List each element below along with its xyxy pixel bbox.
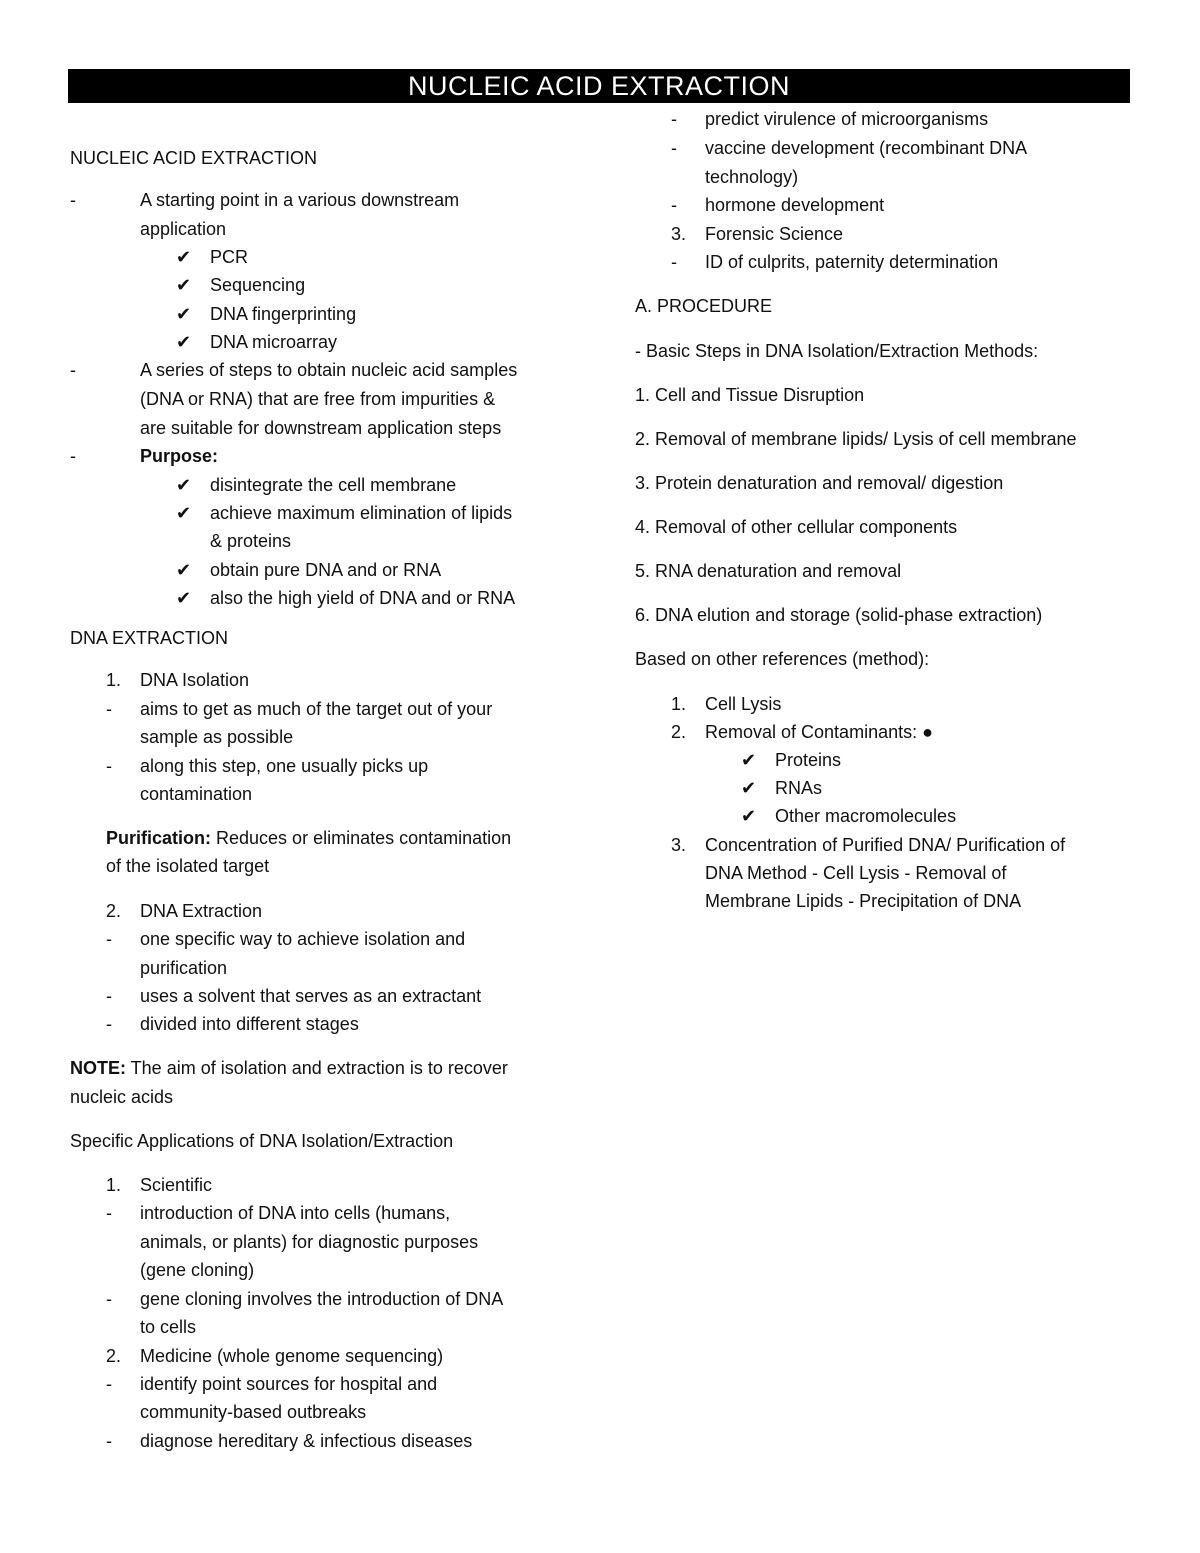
basic-steps-heading: - Basic Steps in DNA Isolation/Extraction Methods: xyxy=(635,341,1039,361)
checkmark-icon: ✔ xyxy=(176,247,192,267)
list-title: Medicine (whole genome sequencing) xyxy=(140,1346,444,1366)
bullet-text: purification xyxy=(140,958,228,978)
bullet-text: to cells xyxy=(140,1317,197,1337)
bullet-dash: - xyxy=(106,986,112,1006)
bullet-dash: - xyxy=(106,1014,112,1034)
note-text: The aim of isolation and extraction is to recover xyxy=(126,1058,508,1078)
procedure-step: 2. Removal of membrane lipids/ Lysis of cell membrane xyxy=(635,429,1077,449)
application-item: DNA microarray xyxy=(210,332,338,352)
application-item: PCR xyxy=(210,247,249,267)
checkmark-icon: ✔ xyxy=(176,503,192,523)
list-title: Forensic Science xyxy=(705,224,844,244)
list-title: DNA Extraction xyxy=(140,901,263,921)
bullet-text: divided into different stages xyxy=(140,1014,359,1034)
application-item: Sequencing xyxy=(210,275,306,295)
bullet-text: animals, or plants) for diagnostic purposes xyxy=(140,1232,479,1252)
checkmark-icon: ✔ xyxy=(176,560,192,580)
purification-paragraph xyxy=(106,826,511,850)
bullet-dash: - xyxy=(70,190,76,210)
purpose-item: disintegrate the cell membrane xyxy=(210,475,457,495)
bullet-dash: - xyxy=(106,1374,112,1394)
method-item-cont: DNA Method - Cell Lysis - Removal of xyxy=(705,863,1007,883)
bullet-text: sample as possible xyxy=(140,727,294,747)
bullet-text: community-based outbreaks xyxy=(140,1402,367,1422)
method-item-cont: Membrane Lipids - Precipitation of DNA xyxy=(705,891,1022,911)
left-column xyxy=(70,0,570,1553)
bullet-dash: - xyxy=(671,138,677,158)
bullet-text: application xyxy=(140,219,227,239)
bullet-text: uses a solvent that serves as an extractant xyxy=(140,986,482,1006)
bullet-dash: - xyxy=(106,699,112,719)
bullet-text: diagnose hereditary & infectious diseases xyxy=(140,1431,473,1451)
document-title-banner: NUCLEIC ACID EXTRACTION xyxy=(68,69,1130,103)
section-heading-dna-extraction: DNA EXTRACTION xyxy=(70,628,229,648)
purpose-item: achieve maximum elimination of lipids xyxy=(210,503,513,523)
contaminant-item: Proteins xyxy=(775,750,842,770)
list-number: 1. xyxy=(106,670,122,690)
bullet-text: identify point sources for hospital and xyxy=(140,1374,438,1394)
list-number: 3. xyxy=(671,835,687,855)
checkmark-icon: ✔ xyxy=(176,275,192,295)
purification-text-cont: of the isolated target xyxy=(106,856,270,876)
checkmark-icon: ✔ xyxy=(176,332,192,352)
bullet-dash: - xyxy=(70,360,76,380)
bullet-dash: - xyxy=(106,1431,112,1451)
bullet-dash: - xyxy=(671,109,677,129)
bullet-text: A starting point in a various downstream xyxy=(140,190,460,210)
bullet-dash: - xyxy=(106,929,112,949)
note-paragraph xyxy=(70,1056,508,1080)
procedure-step: 1. Cell and Tissue Disruption xyxy=(635,385,865,405)
bullet-dash: - xyxy=(106,1289,112,1309)
checkmark-icon: ✔ xyxy=(176,588,192,608)
bullet-dash: - xyxy=(671,195,677,215)
checkmark-icon: ✔ xyxy=(176,475,192,495)
procedure-step: 3. Protein denaturation and removal/ digestion xyxy=(635,473,1004,493)
bullet-text: (DNA or RNA) that are free from impurities & xyxy=(140,389,496,409)
contaminant-item: RNAs xyxy=(775,778,823,798)
bullet-text: A series of steps to obtain nucleic acid samples xyxy=(140,360,518,380)
list-number: 1. xyxy=(106,1175,122,1195)
purification-text: Reduces or eliminates contamination xyxy=(211,828,512,848)
bullet-text: predict virulence of microorganisms xyxy=(705,109,989,129)
list-number: 2. xyxy=(106,1346,122,1366)
bullet-text: one specific way to achieve isolation and xyxy=(140,929,466,949)
note-text-cont: nucleic acids xyxy=(70,1087,174,1107)
checkmark-icon: ✔ xyxy=(176,304,192,324)
purification-label: Purification: xyxy=(106,828,212,848)
checkmark-icon: ✔ xyxy=(741,806,757,826)
method-item: Concentration of Purified DNA/ Purification of xyxy=(705,835,1066,855)
bullet-text: along this step, one usually picks up xyxy=(140,756,429,776)
bullet-dash: - xyxy=(106,1203,112,1223)
bullet-text: are suitable for downstream application steps xyxy=(140,418,502,438)
purpose-item: obtain pure DNA and or RNA xyxy=(210,560,442,580)
procedure-heading: A. PROCEDURE xyxy=(635,296,773,316)
procedure-step: 4. Removal of other cellular components xyxy=(635,517,958,537)
section-heading-nucleic-acid-extraction: NUCLEIC ACID EXTRACTION xyxy=(70,148,318,168)
specific-applications-heading: Specific Applications of DNA Isolation/Extraction xyxy=(70,1131,454,1151)
other-references-heading: Based on other references (method): xyxy=(635,649,930,669)
application-item: DNA fingerprinting xyxy=(210,304,357,324)
bullet-dash: - xyxy=(671,252,677,272)
purpose-item: & proteins xyxy=(210,531,292,551)
note-label: NOTE: xyxy=(70,1058,126,1078)
list-number: 1. xyxy=(671,694,687,714)
contaminant-item: Other macromolecules xyxy=(775,806,957,826)
bullet-text: technology) xyxy=(705,167,799,187)
bullet-text: contamination xyxy=(140,784,253,804)
bullet-text: vaccine development (recombinant DNA xyxy=(705,138,1028,158)
purpose-label: Purpose: xyxy=(140,446,219,466)
bullet-text: aims to get as much of the target out of your xyxy=(140,699,493,719)
checkmark-icon: ✔ xyxy=(741,778,757,798)
list-number: 2. xyxy=(671,722,687,742)
list-number: 3. xyxy=(671,224,687,244)
bullet-dash: - xyxy=(106,756,112,776)
method-item: Removal of Contaminants: ● xyxy=(705,722,933,742)
right-column xyxy=(635,0,1175,1553)
list-title: DNA Isolation xyxy=(140,670,250,690)
list-number: 2. xyxy=(106,901,122,921)
bullet-text: ID of culprits, paternity determination xyxy=(705,252,999,272)
checkmark-icon: ✔ xyxy=(741,750,757,770)
procedure-step: 6. DNA elution and storage (solid-phase extraction) xyxy=(635,605,1043,625)
method-item: Cell Lysis xyxy=(705,694,782,714)
bullet-text: (gene cloning) xyxy=(140,1260,255,1280)
bullet-dash: - xyxy=(70,446,76,466)
bullet-text: gene cloning involves the introduction of DNA xyxy=(140,1289,504,1309)
bullet-text: hormone development xyxy=(705,195,885,215)
purpose-item: also the high yield of DNA and or RNA xyxy=(210,588,516,608)
list-title: Scientific xyxy=(140,1175,213,1195)
bullet-text: introduction of DNA into cells (humans, xyxy=(140,1203,451,1223)
procedure-step: 5. RNA denaturation and removal xyxy=(635,561,902,581)
